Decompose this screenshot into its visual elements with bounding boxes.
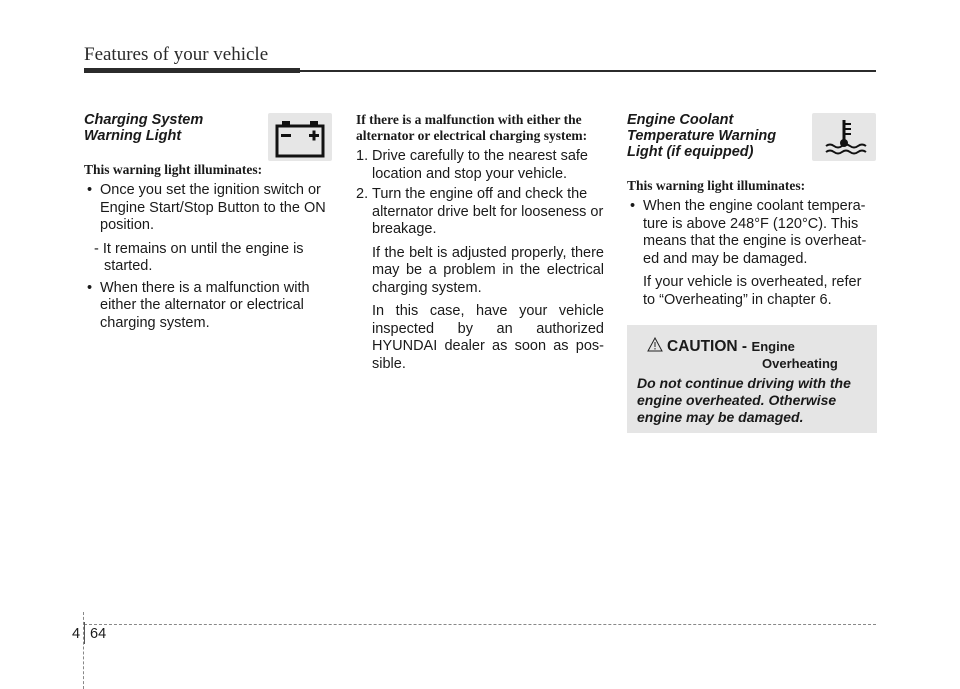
caution-subject: Engine bbox=[751, 339, 795, 354]
page-header-title: Features of your vehicle bbox=[84, 44, 269, 65]
page-number: 64 bbox=[90, 626, 107, 642]
paragraph: In this case, have your vehicle inspected by an authorized HYUNDAI dealer as soon as pos-sible. bbox=[372, 303, 604, 372]
sub-heading: This warning light illuminates: bbox=[84, 162, 263, 177]
header-rule-thick bbox=[84, 68, 300, 73]
battery-icon bbox=[268, 113, 332, 161]
caution-subject-line2: Overheating bbox=[762, 356, 838, 371]
warning-triangle-icon bbox=[647, 337, 663, 352]
step-item: 2. Turn the engine off and check the alternator drive belt for looseness or breakage. bbox=[356, 186, 604, 237]
caution-label: CAUTION - bbox=[667, 338, 748, 355]
bullet-item: • When there is a malfunction with either the alternator or electrical charging system. bbox=[87, 279, 310, 331]
footer-rule bbox=[84, 624, 876, 625]
coolant-temperature-icon bbox=[812, 113, 876, 161]
caution-text: Do not continue driving with the engine overheated. Otherwise engine may be damaged. bbox=[637, 375, 851, 425]
page-separator bbox=[84, 622, 85, 644]
bullet-item: • Once you set the ignition switch or Engine Start/Stop Button to the ON position. bbox=[87, 182, 326, 233]
procedure-heading: If there is a malfunction with either the alternator or electrical charging system: bbox=[356, 112, 588, 143]
section-title: Engine Coolant Temperature Warning Light (if equipped) bbox=[627, 112, 777, 160]
caution-heading bbox=[647, 337, 838, 371]
paragraph: If your vehicle is overheated, refer to “Overheating” in chapter 6. bbox=[643, 274, 862, 308]
sub-heading: This warning light illuminates: bbox=[627, 178, 806, 193]
section-title: Charging System Warning Light bbox=[84, 112, 204, 144]
dash-item: - It remains on until the engine is started. bbox=[94, 240, 304, 274]
chapter-number: 4 bbox=[72, 626, 81, 642]
header-rule-thin bbox=[300, 70, 876, 72]
bullet-item: • When the engine coolant tempera-ture is above 248°F (120°C). This means that the engine is overheat-ed and may be damaged. bbox=[630, 198, 867, 267]
paragraph: If the belt is adjusted properly, there may be a problem in the electrical charging system. bbox=[372, 244, 604, 296]
malfunction-procedure-section bbox=[356, 112, 606, 377]
caution-box bbox=[627, 325, 877, 433]
step-item: 1. Drive carefully to the nearest safe location and stop your vehicle. bbox=[356, 148, 588, 182]
